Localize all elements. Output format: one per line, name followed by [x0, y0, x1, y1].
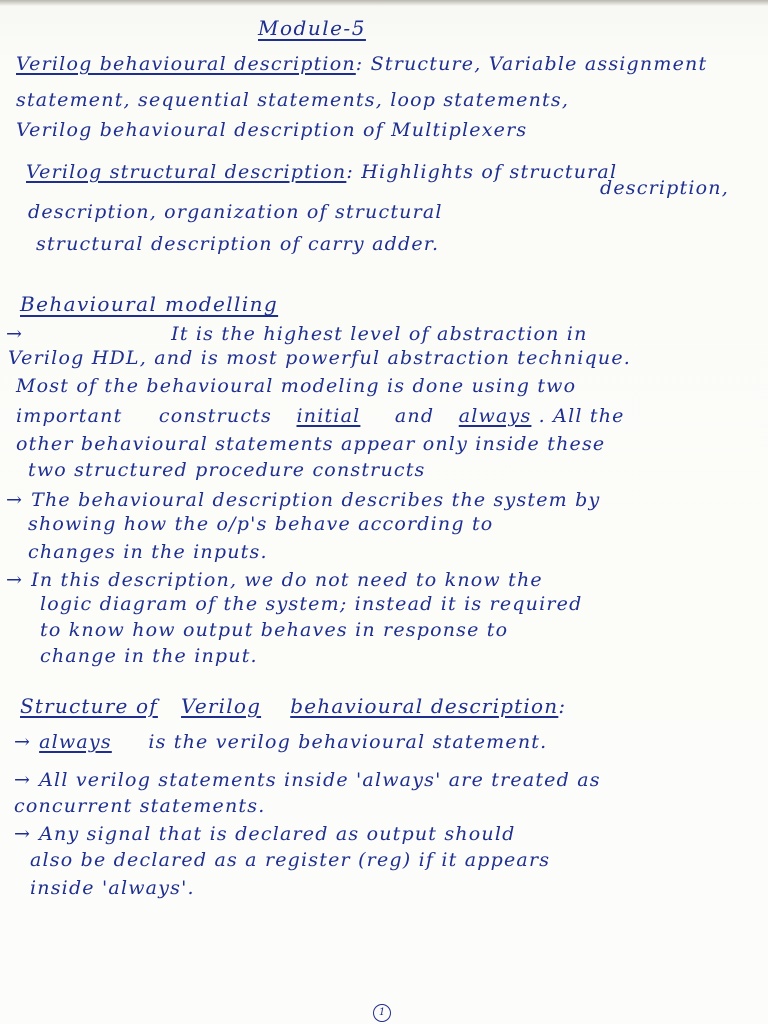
syllabus-behavioural-line1-rest: : Structure, Variable assignment	[355, 53, 708, 75]
section1-para1-text1: It is the highest level of abstraction in	[171, 323, 588, 345]
section1-para3-text1: In this description, we do not need to know the	[31, 569, 543, 591]
arrow-icon: →	[6, 569, 24, 591]
page-title: Module-5	[258, 16, 366, 40]
section2-bullet2-line1	[14, 768, 601, 792]
section1-para3-line1	[6, 568, 543, 592]
arrow-icon: →	[14, 769, 32, 791]
section2-bullet3-text1: Any signal that is declared as output should	[39, 823, 516, 845]
section1-para1-lead: important	[16, 405, 123, 427]
syllabus-behavioural-line3: Verilog behavioural description of Multiplexers	[16, 119, 528, 141]
section2-bullet3-line1	[14, 822, 515, 846]
section1-para3-line4: change in the input.	[40, 645, 258, 667]
section1-para1-line6: two structured procedure constructs	[28, 459, 426, 481]
section1-para1-line2: Verilog HDL, and is most powerful abstraction technique.	[8, 347, 631, 369]
arrow-icon: →	[14, 823, 32, 845]
section1-para2-line3: changes in the inputs.	[28, 541, 268, 563]
section2-bullet2-line2: concurrent statements.	[14, 795, 266, 817]
arrow-icon: →	[6, 323, 24, 345]
section2-bullet1	[14, 730, 547, 754]
syllabus-behavioural-line2: statement, sequential statements, loop statements,	[16, 89, 570, 111]
section2-bullet2-text1: All verilog statements inside 'always' are treated as	[39, 769, 601, 791]
section2-heading-behavioural: behavioural description	[290, 694, 559, 718]
page-number: 1	[373, 1004, 391, 1022]
syllabus-behavioural-line1	[16, 52, 707, 76]
section-heading-behavioural-modelling: Behavioural modelling	[20, 292, 279, 316]
section1-para1-and: and	[394, 405, 435, 427]
section2-heading-prefix: Structure of	[20, 694, 158, 718]
keyword-always-2: always	[39, 731, 112, 753]
section1-para2-line1	[6, 488, 600, 512]
section1-para3-line2: logic diagram of the system; instead it is required	[40, 593, 583, 615]
syllabus-structural-line2: description, organization of structural	[28, 201, 443, 223]
keyword-always: always	[458, 405, 532, 427]
syllabus-structural-line1-rest: : Highlights of structural	[346, 161, 618, 183]
section1-para1-constructs: constructs	[158, 405, 272, 427]
section1-para1-line3: Most of the behavioural modeling is done using two	[16, 375, 577, 397]
keyword-initial: initial	[296, 405, 361, 427]
section2-bullet3-line3: inside 'always'.	[30, 877, 195, 899]
syllabus-structural-line1	[26, 160, 617, 184]
section2-heading-colon: :	[558, 694, 567, 718]
page-top-shadow	[0, 0, 768, 6]
section2-heading-verilog: Verilog	[181, 694, 262, 718]
section1-para2-line2: showing how the o/p's behave according to	[28, 513, 494, 535]
section2-bullet3-line2: also be declared as a register (reg) if it appears	[30, 849, 551, 871]
section1-para2-text1: The behavioural description describes the system by	[31, 489, 601, 511]
arrow-icon: →	[14, 731, 32, 753]
syllabus-structural-line1-end: description,	[600, 177, 729, 199]
syllabus-structural-topic: Verilog structural description	[26, 161, 347, 183]
syllabus-behavioural-topic: Verilog behavioural description	[16, 53, 356, 75]
section-heading-structure	[20, 694, 566, 718]
section1-para1-all: . All the	[538, 405, 625, 427]
syllabus-structural-line3: structural description of carry adder.	[36, 233, 440, 255]
section1-para3-line3: to know how output behaves in response to	[40, 619, 509, 641]
section1-para1-line1	[6, 322, 588, 346]
section1-para1-line4	[16, 404, 625, 428]
section1-para1-line5: other behavioural statements appear only inside these	[16, 433, 606, 455]
section2-bullet1-rest: is the verilog behavioural statement.	[148, 731, 548, 753]
arrow-icon: →	[6, 489, 24, 511]
